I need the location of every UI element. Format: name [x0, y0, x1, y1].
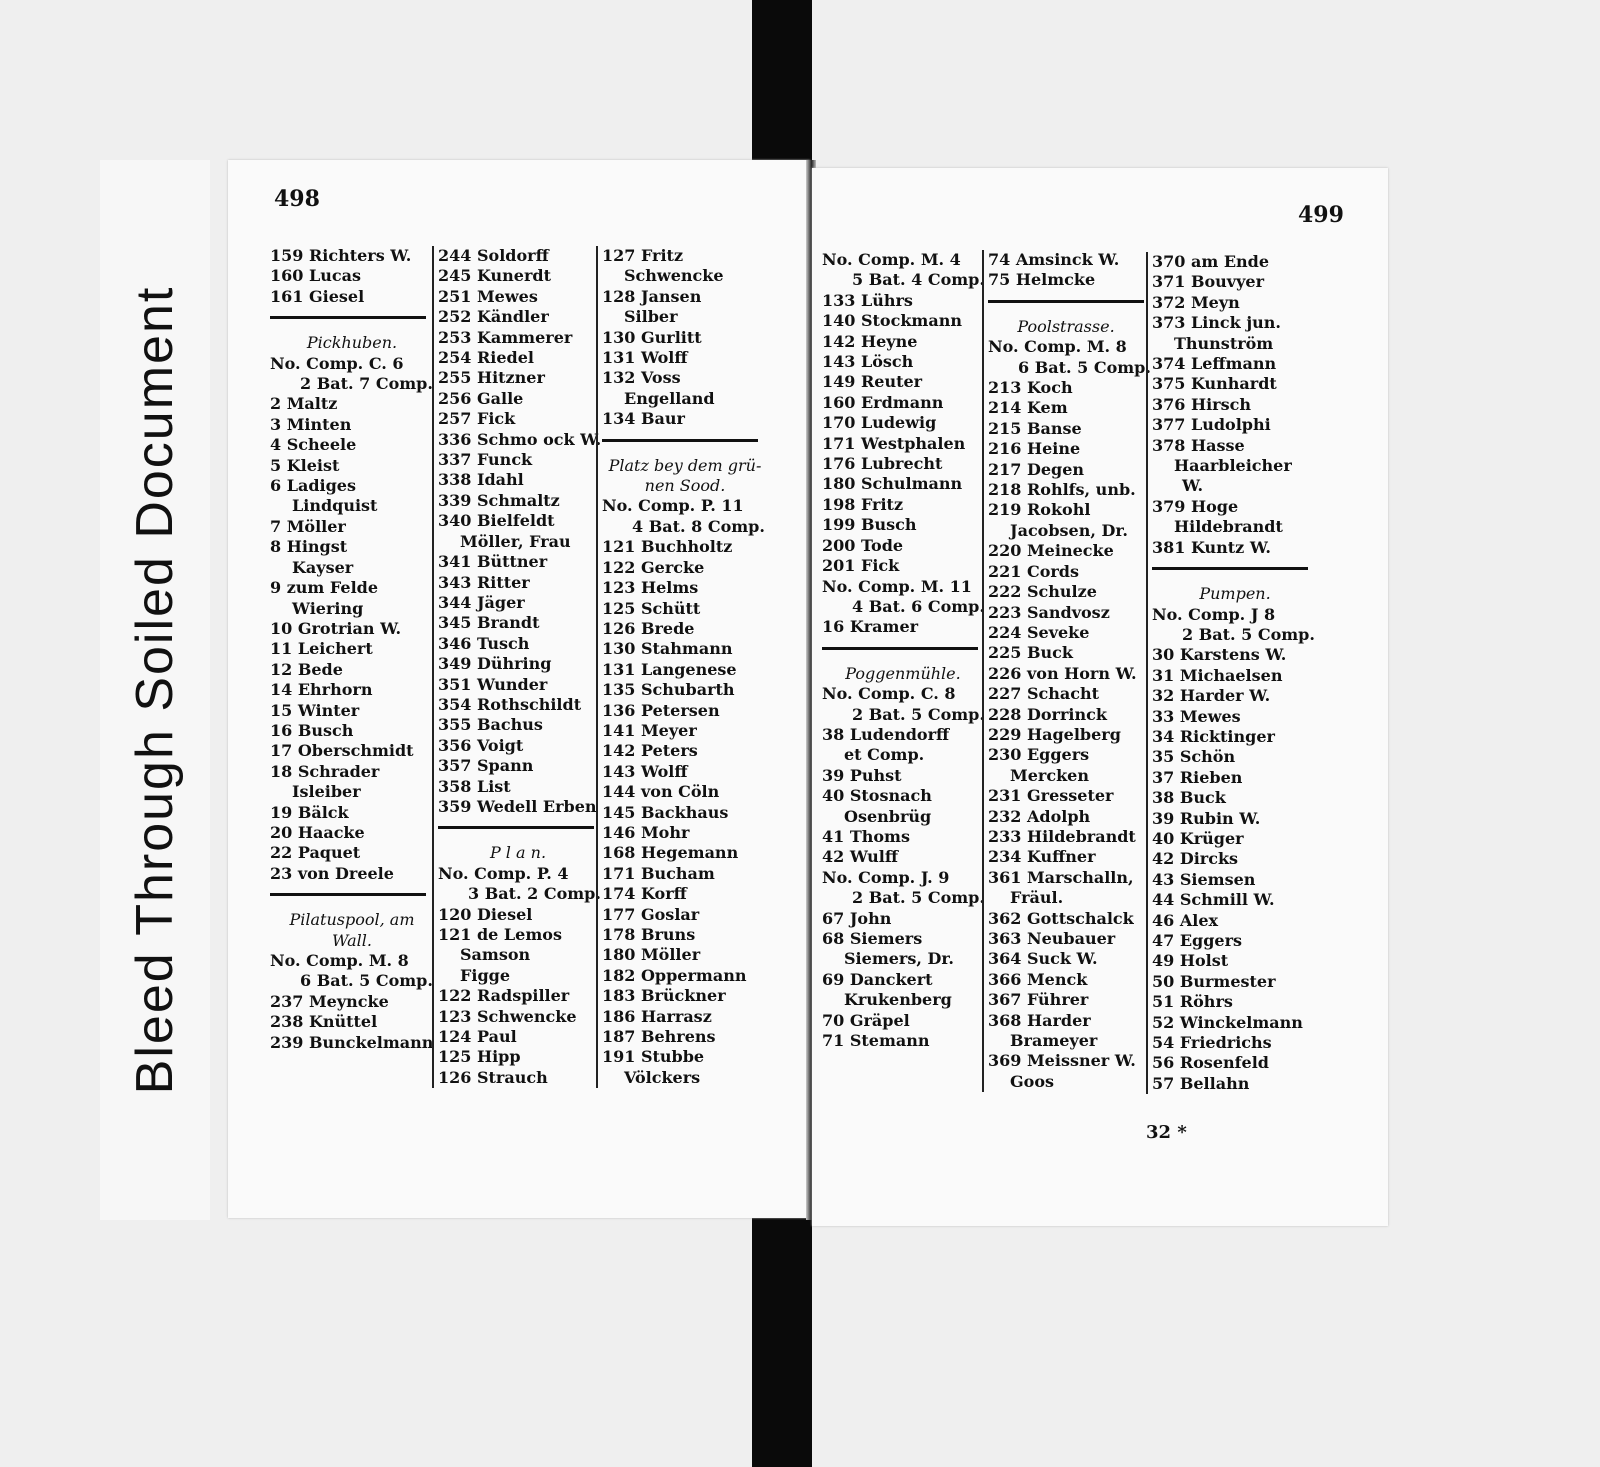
street-heading: Poggenmühle.: [845, 663, 961, 683]
directory-entry: No. Comp. P. 11: [602, 496, 744, 516]
directory-entry: 37 Rieben: [1152, 767, 1243, 787]
directory-entry: 134 Baur: [602, 409, 685, 429]
section-divider: [822, 647, 978, 650]
directory-entry: Wiering: [292, 598, 364, 618]
directory-entry: 363 Neubauer: [988, 929, 1116, 948]
directory-entry: 344 Jäger: [438, 592, 525, 612]
directory-entry: 125 Schütt: [602, 598, 701, 618]
directory-entry: Fräul.: [1010, 888, 1064, 908]
directory-entry: 6 Bat. 5 Comp.: [300, 971, 433, 991]
section-divider: [988, 300, 1144, 303]
directory-entry: Isleiber: [292, 782, 361, 802]
directory-entry: 31 Michaelsen: [1152, 665, 1283, 685]
directory-entry: 375 Kunhardt: [1152, 374, 1277, 394]
directory-entry: 19 Bälck: [270, 802, 349, 822]
directory-entry: 227 Schacht: [988, 684, 1100, 704]
directory-entry: 20 Haacke: [270, 822, 365, 842]
directory-entry: 6 Bat. 5 Comp.: [1018, 357, 1151, 377]
directory-entry: 239 Bunckelmann: [270, 1032, 434, 1052]
directory-entry: 237 Meyncke: [270, 991, 389, 1011]
directory-entry: 222 Schulze: [988, 582, 1097, 602]
directory-entry: 8 Hingst: [270, 537, 348, 557]
directory-entry: 130 Stahmann: [602, 639, 733, 659]
directory-entry: 361 Marschalln,: [988, 867, 1134, 887]
directory-entry: 149 Reuter: [822, 372, 923, 392]
directory-entry: 5 Kleist: [270, 455, 340, 475]
right-column-2: [982, 250, 1151, 1092]
directory-entry: No. Comp. J 8: [1152, 604, 1276, 624]
directory-entry: 51 Röhrs: [1152, 992, 1233, 1012]
directory-entry: 214 Kem: [988, 398, 1068, 418]
directory-entry: 50 Burmester: [1152, 971, 1276, 991]
directory-entry: 376 Hirsch: [1152, 394, 1251, 414]
directory-entry: 171 Westphalen: [822, 433, 966, 453]
directory-entry: 35 Schön: [1152, 747, 1236, 767]
directory-entry: 218 Rohlfs, unb.: [988, 480, 1136, 500]
directory-entry: 135 Schubarth: [602, 680, 735, 700]
directory-entry: 160 Lucas: [270, 266, 361, 286]
directory-entry: 180 Schulmann: [822, 474, 963, 494]
directory-entry: 34 Ricktinger: [1152, 726, 1275, 746]
directory-entry: No. Comp. M. 8: [988, 337, 1127, 357]
directory-entry: 356 Voigt: [438, 735, 524, 755]
directory-entry: 46 Alex: [1152, 910, 1219, 930]
directory-entry: 159 Richters W.: [270, 246, 412, 265]
directory-entry: 17 Oberschmidt: [270, 741, 414, 761]
directory-entry: 2 Bat. 7 Comp.: [300, 374, 433, 394]
directory-entry: Figge: [460, 965, 510, 985]
directory-entry: 49 Holst: [1152, 951, 1229, 971]
directory-entry: 142 Peters: [602, 741, 698, 761]
directory-entry: 201 Fick: [822, 556, 900, 576]
directory-entry: 230 Eggers: [988, 745, 1090, 765]
directory-entry: 199 Busch: [822, 515, 917, 535]
directory-entry: 142 Heyne: [822, 331, 918, 351]
directory-entry: 123 Helms: [602, 578, 699, 598]
directory-entry: 238 Knüttel: [270, 1012, 378, 1032]
directory-entry: 6 Ladiges: [270, 476, 356, 496]
directory-entry: 245 Kunerdt: [438, 266, 551, 286]
directory-entry: 126 Strauch: [438, 1067, 548, 1087]
directory-entry: 9 zum Felde: [270, 578, 379, 598]
directory-entry: 125 Hipp: [438, 1047, 521, 1067]
directory-entry: 171 Bucham: [602, 863, 715, 883]
directory-entry: 254 Riedel: [438, 348, 534, 368]
directory-entry: 39 Puhst: [822, 765, 902, 785]
directory-entry: 341 Büttner: [438, 552, 548, 572]
directory-entry: 68 Siemers: [822, 929, 923, 948]
directory-entry: 251 Mewes: [438, 286, 538, 306]
directory-entry: 234 Kuffner: [988, 847, 1096, 867]
directory-entry: 54 Friedrichs: [1152, 1033, 1272, 1053]
directory-entry: 379 Hoge: [1152, 496, 1239, 516]
directory-entry: 38 Ludendorff: [822, 724, 950, 744]
directory-entry: Schwencke: [624, 266, 724, 286]
directory-entry: 143 Wolff: [602, 761, 688, 781]
left-page-number: 498: [274, 186, 320, 212]
directory-entry: 377 Ludolphi: [1152, 415, 1271, 435]
directory-entry: 232 Adolph: [988, 806, 1091, 826]
directory-entry: 145 Backhaus: [602, 802, 729, 822]
directory-entry: 123 Schwencke: [438, 1006, 577, 1026]
directory-entry: Möller, Frau: [460, 531, 571, 551]
directory-entry: 198 Fritz: [822, 494, 904, 514]
book-spine-bottom: [752, 1215, 812, 1467]
directory-entry: 371 Bouvyer: [1152, 272, 1264, 292]
right-page: [812, 168, 1388, 1226]
section-divider: [1152, 567, 1308, 570]
directory-entry: 339 Schmaltz: [438, 490, 560, 510]
street-heading: P l a n.: [489, 843, 547, 863]
right-column-1: [822, 250, 984, 1051]
directory-entry: Samson: [460, 945, 531, 965]
directory-entry: 67 John: [822, 908, 892, 928]
directory-entry: 374 Leffmann: [1152, 354, 1277, 374]
directory-entry: 133 Lührs: [822, 290, 913, 310]
directory-entry: 233 Hildebrandt: [988, 826, 1136, 846]
directory-entry: 71 Stemann: [822, 1031, 930, 1051]
left-page: [228, 160, 810, 1218]
directory-entry: 4 Bat. 8 Comp.: [632, 516, 765, 536]
directory-entry: 372 Meyn: [1152, 292, 1240, 312]
directory-entry: 74 Amsinck W.: [988, 250, 1120, 269]
directory-entry: 183 Brückner: [602, 986, 726, 1006]
directory-entry: 44 Schmill W.: [1152, 890, 1275, 910]
directory-entry: 40 Stosnach: [822, 786, 932, 806]
street-heading: Pickhuben.: [306, 333, 398, 353]
section-divider: [270, 316, 426, 319]
directory-entry: No. Comp. P. 4: [438, 863, 569, 883]
directory-entry: 57 Bellahn: [1152, 1073, 1250, 1093]
directory-entry: No. Comp. C. 6: [270, 353, 404, 373]
directory-entry: 160 Erdmann: [822, 392, 944, 412]
directory-entry: 177 Goslar: [602, 904, 700, 924]
directory-entry: 340 Bielfeldt: [438, 511, 555, 531]
directory-entry: 121 Buchholtz: [602, 537, 733, 557]
directory-entry: 253 Kammerer: [438, 327, 573, 347]
directory-entry: 349 Dühring: [438, 654, 552, 674]
directory-entry: Silber: [624, 307, 678, 327]
right-page-number: 499: [1298, 202, 1344, 228]
directory-entry: 191 Stubbe: [602, 1047, 705, 1067]
directory-entry: Kayser: [292, 557, 354, 577]
directory-entry: Mercken: [1010, 765, 1089, 785]
directory-entry: 130 Gurlitt: [602, 327, 702, 347]
directory-entry: 15 Winter: [270, 700, 360, 720]
directory-entry: 366 Menck: [988, 969, 1088, 989]
directory-entry: 355 Bachus: [438, 715, 543, 735]
directory-entry: 39 Rubin W.: [1152, 808, 1261, 828]
directory-entry: 2 Bat. 5 Comp.: [852, 888, 985, 908]
directory-entry: 42 Dircks: [1152, 849, 1239, 869]
directory-entry: 178 Bruns: [602, 925, 696, 944]
directory-entry: 187 Behrens: [602, 1027, 716, 1047]
directory-entry: 244 Soldorff: [438, 246, 549, 265]
directory-entry: 200 Tode: [822, 535, 904, 555]
directory-entry: Völckers: [624, 1067, 701, 1087]
directory-entry: 170 Ludewig: [822, 413, 937, 433]
directory-entry: W.: [1182, 476, 1204, 496]
directory-entry: 186 Harrasz: [602, 1006, 712, 1026]
directory-entry: et Comp.: [844, 745, 925, 765]
directory-entry: Hildebrandt: [1174, 517, 1283, 537]
directory-entry: 257 Fick: [438, 409, 516, 429]
directory-entry: 343 Ritter: [438, 572, 530, 592]
directory-entry: 213 Koch: [988, 378, 1073, 398]
directory-entry: 47 Eggers: [1152, 931, 1243, 950]
directory-entry: Thunström: [1174, 333, 1274, 353]
directory-entry: No. Comp. M. 4: [822, 250, 961, 269]
directory-entry: 228 Dorrinck: [988, 704, 1107, 724]
book-spine-top: [752, 0, 812, 160]
directory-entry: 370 am Ende: [1152, 252, 1270, 271]
directory-entry: 364 Suck W.: [988, 949, 1098, 969]
directory-entry: 256 Galle: [438, 388, 524, 408]
page-signature: 32 *: [1146, 1122, 1187, 1143]
directory-entry: 70 Gräpel: [822, 1010, 910, 1030]
directory-entry: 140 Stockmann: [822, 311, 962, 331]
directory-entry: 42 Wulff: [822, 847, 898, 867]
directory-entry: 354 Rothschildt: [438, 694, 582, 714]
directory-entry: 52 Winckelmann: [1152, 1012, 1303, 1032]
directory-entry: 11 Leichert: [270, 639, 373, 659]
directory-entry: 18 Schrader: [270, 761, 380, 781]
directory-entry: 141 Meyer: [602, 720, 697, 740]
directory-entry: 2 Bat. 5 Comp.: [1182, 624, 1315, 644]
directory-entry: Goos: [1010, 1071, 1055, 1091]
right-column-3: [1146, 252, 1318, 1094]
directory-entry: 381 Kuntz W.: [1152, 537, 1271, 557]
directory-entry: 22 Paquet: [270, 843, 361, 863]
directory-entry: No. Comp. J. 9: [822, 867, 950, 887]
directory-entry: 5 Bat. 4 Comp.: [852, 270, 985, 290]
directory-entry: 217 Degen: [988, 459, 1085, 479]
directory-entry: 10 Grotrian W.: [270, 618, 402, 638]
directory-entry: 7 Möller: [270, 516, 346, 536]
directory-entry: 336 Schmo ock W.: [438, 429, 602, 449]
directory-entry: 56 Rosenfeld: [1152, 1053, 1269, 1073]
directory-entry: 2 Maltz: [270, 394, 338, 414]
directory-entry: 132 Voss: [602, 368, 681, 388]
directory-entry: 225 Buck: [988, 643, 1073, 663]
directory-entry: 359 Wedell Erben: [438, 796, 597, 816]
directory-entry: 252 Kändler: [438, 307, 549, 327]
directory-entry: Osenbrüg: [844, 806, 932, 826]
directory-entry: Lindquist: [292, 496, 378, 516]
directory-entry: Engelland: [624, 388, 715, 408]
directory-entry: 357 Spann: [438, 756, 534, 776]
directory-entry: 223 Sandvosz: [988, 602, 1110, 622]
directory-entry: 38 Buck: [1152, 788, 1226, 808]
directory-entry: 174 Korff: [602, 884, 687, 904]
directory-entry: 12 Bede: [270, 659, 343, 679]
directory-entry: 221 Cords: [988, 561, 1079, 581]
left-column-2: [432, 246, 602, 1088]
directory-entry: 378 Hasse: [1152, 435, 1245, 455]
directory-entry: 41 Thoms: [822, 826, 910, 846]
directory-entry: 229 Hagelberg: [988, 724, 1121, 744]
section-divider: [270, 893, 426, 896]
directory-entry: 224 Seveke: [988, 622, 1090, 642]
street-heading: Pumpen.: [1199, 584, 1271, 604]
directory-entry: 337 Funck: [438, 450, 533, 470]
stamp-text: Bleed Through Soiled Document: [126, 285, 184, 1095]
directory-entry: 3 Minten: [270, 414, 352, 434]
directory-entry: 3 Bat. 2 Comp.: [468, 884, 601, 904]
directory-entry: 143 Lösch: [822, 352, 914, 372]
directory-entry: 216 Heine: [988, 439, 1081, 459]
directory-entry: 33 Mewes: [1152, 706, 1241, 726]
directory-entry: 30 Karstens W.: [1152, 645, 1287, 665]
section-divider: [438, 826, 594, 829]
directory-entry: 4 Bat. 6 Comp.: [852, 596, 985, 616]
directory-entry: 226 von Horn W.: [988, 663, 1137, 683]
street-heading: Pilatuspool, am: [289, 910, 415, 930]
directory-entry: 122 Radspiller: [438, 986, 570, 1006]
directory-entry: 255 Hitzner: [438, 368, 545, 388]
directory-entry: 368 Harder: [988, 1010, 1091, 1030]
left-column-1: [270, 246, 434, 1053]
directory-entry: 351 Wunder: [438, 674, 548, 694]
directory-entry: 161 Giesel: [270, 286, 365, 306]
directory-entry: 346 Tusch: [438, 633, 530, 653]
directory-entry: 219 Rokohl: [988, 500, 1091, 520]
directory-entry: 338 Idahl: [438, 470, 524, 490]
directory-entry: 176 Lubrecht: [822, 454, 943, 474]
directory-entry: No. Comp. M. 8: [270, 951, 409, 970]
directory-entry: 180 Möller: [602, 945, 701, 965]
directory-entry: 120 Diesel: [438, 904, 533, 924]
directory-entry: 144 von Cöln: [602, 782, 720, 802]
directory-entry: Siemers, Dr.: [844, 949, 954, 969]
directory-entry: 40 Krüger: [1152, 828, 1244, 848]
directory-entry: 362 Gottschalck: [988, 908, 1134, 928]
street-heading: Poolstrasse.: [1017, 316, 1115, 336]
street-heading: nen Sood.: [644, 476, 726, 496]
directory-entry: 373 Linck jun.: [1152, 313, 1281, 333]
street-heading: Platz bey dem grü-: [608, 455, 762, 475]
directory-entry: 182 Oppermann: [602, 965, 747, 985]
directory-entry: No. Comp. M. 11: [822, 576, 972, 596]
directory-entry: 127 Fritz: [602, 246, 684, 265]
directory-entry: 126 Brede: [602, 618, 695, 638]
directory-entry: Jacobsen, Dr.: [1010, 520, 1128, 540]
directory-entry: 128 Jansen: [602, 286, 702, 306]
directory-entry: 131 Wolff: [602, 348, 688, 368]
directory-entry: 122 Gercke: [602, 557, 705, 577]
directory-entry: Haarbleicher: [1174, 456, 1292, 476]
directory-entry: 136 Petersen: [602, 700, 720, 720]
directory-entry: 168 Hegemann: [602, 843, 739, 863]
directory-entry: 4 Scheele: [270, 435, 357, 455]
directory-entry: 146 Mohr: [602, 822, 690, 842]
directory-entry: 69 Danckert: [822, 969, 933, 989]
directory-entry: 75 Helmcke: [988, 270, 1096, 290]
directory-entry: 23 von Dreele: [270, 863, 394, 883]
directory-entry: 345 Brandt: [438, 613, 540, 633]
directory-entry: 215 Banse: [988, 418, 1082, 438]
directory-entry: 369 Meissner W.: [988, 1051, 1136, 1071]
section-divider: [602, 439, 758, 442]
directory-entry: 14 Ehrhorn: [270, 680, 373, 700]
street-heading: Wall.: [332, 930, 372, 950]
directory-entry: 358 List: [438, 776, 511, 796]
directory-entry: 220 Meinecke: [988, 541, 1114, 561]
directory-entry: 43 Siemsen: [1152, 869, 1256, 889]
directory-entry: No. Comp. C. 8: [822, 684, 956, 704]
directory-entry: 367 Führer: [988, 990, 1089, 1010]
directory-entry: 16 Busch: [270, 720, 354, 740]
directory-entry: 32 Harder W.: [1152, 686, 1271, 706]
directory-entry: Brameyer: [1010, 1031, 1098, 1051]
directory-entry: 131 Langenese: [602, 659, 737, 679]
left-column-3: [596, 246, 768, 1088]
directory-entry: 231 Gresseter: [988, 786, 1114, 806]
directory-entry: 121 de Lemos: [438, 925, 562, 944]
directory-entry: 124 Paul: [438, 1027, 517, 1047]
directory-entry: 16 Kramer: [822, 617, 919, 637]
directory-entry: Krukenberg: [844, 990, 952, 1010]
directory-entry: 2 Bat. 5 Comp.: [852, 704, 985, 724]
